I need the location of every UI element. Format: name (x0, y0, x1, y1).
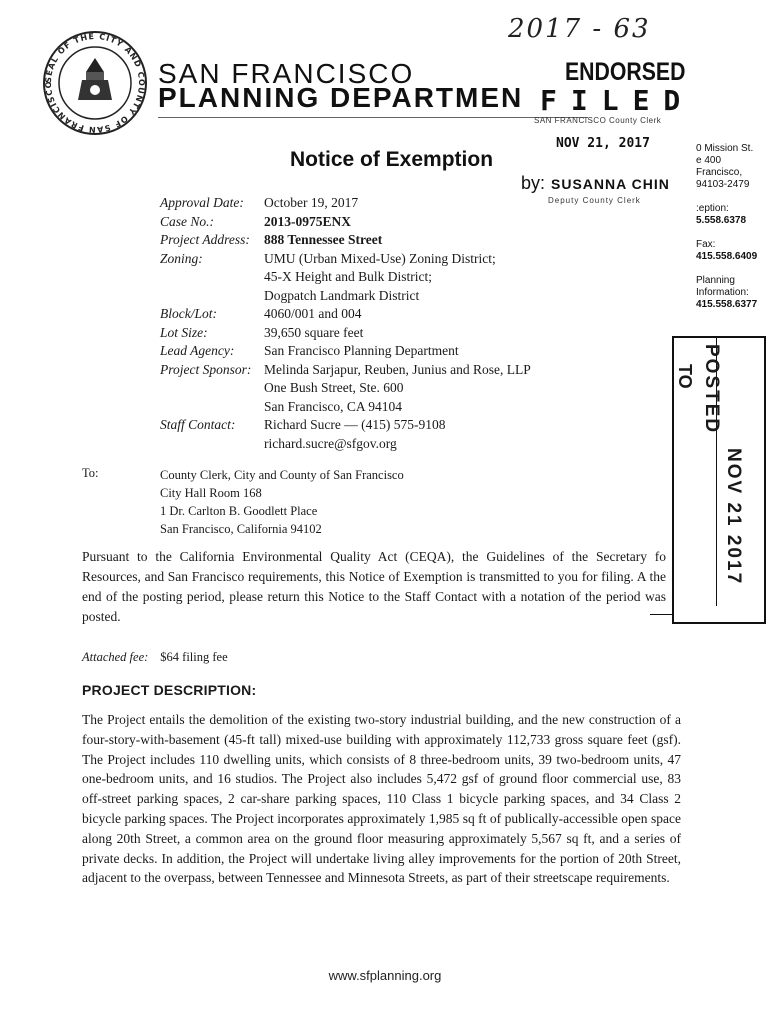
field-approval-date (160, 194, 531, 213)
header-divider (158, 117, 588, 118)
contact-sidebar (696, 143, 768, 317)
to-address (160, 466, 404, 538)
field-lead-agency (160, 342, 531, 361)
stamp-date: NOV 21, 2017 (556, 136, 650, 151)
field-value: 39,650 square feet (264, 324, 364, 340)
field-label: Project Sponsor: (160, 361, 252, 377)
page-title: Notice of Exemption (290, 148, 494, 171)
field-label: Project Address: (160, 232, 250, 247)
sidebar-planning-label-1: Planning (696, 275, 735, 286)
field-value-line[interactable]: richard.sucre@sfgov.org (264, 435, 397, 451)
stamp-by-prefix: by: (521, 173, 546, 193)
field-project-sponsor (160, 361, 531, 417)
field-label: Case No.: (160, 213, 214, 229)
field-label: Staff Contact: (160, 417, 236, 432)
field-label: Approval Date: (160, 195, 244, 210)
attached-fee (82, 650, 228, 665)
field-staff-contact (160, 416, 531, 453)
sidebar-address-1: 0 Mission St. (696, 143, 754, 154)
to-label: To: (82, 466, 99, 480)
project-description-text: The Project entails the demolition of the existing two-story industrial building, and the new construction of a four-story-with-basement (45-ft tall) mixed-use building with approximately 112,733 gross square feet (gsf). The Project includes 110 dwelling units, which consists of 8 three-bedroom units, 39 two-bedroom units, 47 one-bedroom units, and 16 studios. The Project also includes 5,472 gsf of ground floor commercial use, 83 off-street parking spaces, 2 car-share parking spaces, 110 Class 1 bicycle parking spaces, and 34 Class 2 bicycle parking spaces. The Project incorporates approximately 1,985 sq ft of publically-accessible open space along 20th Street, a common area on the ground floor measuring approximately 5,567 sq ft, and a series of private decks. In addition, the Project will undertake living alley improvements for the portion of 20th Street, adjacent to the overpass, between Tennessee and Minnesota Streets, as part of their streetscape requirements. (82, 712, 681, 886)
stamp-by-name: SUSANNA CHIN (551, 176, 670, 192)
department-city: SAN FRANCISCO (158, 58, 415, 89)
field-case-no (160, 213, 531, 232)
field-value-line: Richard Sucre — (415) 575-9108 (264, 417, 446, 432)
field-value-line: Melinda Sarjapur, Reuben, Junius and Rose, LLP (264, 361, 531, 377)
field-label: Lead Agency: (160, 343, 235, 358)
posted-stamp-date: NOV 21 2017 (723, 448, 744, 586)
transmittal-paragraph: Pursuant to the California Environmental Quality Act (CEQA), the Guidelines of the Secretary fo Resources, and San Francisco requirements, this Notice of Exemption is transmitted to you for filing. A the end of the posting period, please return this Notice to the Staff Contact with a notation of the period was posted. (82, 549, 666, 624)
field-label: Lot Size: (160, 324, 208, 340)
field-zoning (160, 250, 531, 306)
field-value-line: One Bush Street, Ste. 600 (264, 380, 404, 395)
field-label: Zoning: (160, 250, 203, 266)
sidebar-fax-label: Fax: (696, 239, 716, 250)
footer-website[interactable]: www.sfplanning.org (328, 968, 442, 983)
city-seal-icon (42, 30, 148, 136)
sidebar-reception-number: 5.558.6378 (696, 215, 747, 226)
field-value-line: UMU (Urban Mixed-Use) Zoning District; (264, 250, 496, 266)
stamp-deputy: Deputy County Clerk (548, 196, 641, 205)
field-value: 4060/001 and 004 (264, 306, 362, 321)
stamp-office: SAN FRANCISCO County Clerk (534, 116, 662, 125)
sidebar-reception-label: :eption: (696, 203, 729, 214)
department-name: PLANNING DEPARTMEN (158, 82, 524, 113)
fee-label: Attached fee: (82, 650, 149, 664)
sidebar-planning-label-2: Information: (696, 287, 749, 298)
fee-value: $64 filing fee (160, 650, 228, 664)
field-value: San Francisco Planning Department (264, 343, 459, 358)
field-value: 2013-0975ENX (264, 213, 351, 229)
to-address-line: 1 Dr. Carlton B. Goodlett Place (160, 504, 318, 518)
field-lot-size (160, 324, 531, 343)
posted-stamp-word: POSTED (701, 344, 722, 435)
to-address-line: County Clerk, City and County of San Francisco (160, 468, 404, 482)
handwritten-file-number: 2017 - 63 (508, 14, 651, 44)
notice-fields (160, 194, 531, 453)
to-address-line: City Hall Room 168 (160, 486, 262, 500)
sidebar-address-2: e 400 (696, 155, 722, 166)
stamp-endorsed: ENDORSED (565, 58, 686, 86)
field-value: 888 Tennessee Street (264, 232, 383, 247)
field-value-line: 45-X Height and Bulk District; (264, 269, 432, 284)
field-project-address (160, 231, 531, 250)
sidebar-planning-number: 415.558.6377 (696, 299, 758, 310)
sidebar-address-4: 94103-2479 (696, 179, 750, 190)
project-description-heading: PROJECT DESCRIPTION: (82, 682, 257, 698)
posted-stamp-to: TO (675, 364, 695, 389)
field-value-line: Dogpatch Landmark District (264, 287, 420, 303)
seal-text: SEAL OF THE CITY AND COUNTY OF SAN FRANCISCO (43, 31, 147, 135)
stamp-filed: FILED (540, 84, 695, 117)
stamp-by-line (521, 173, 670, 194)
field-label: Block/Lot: (160, 306, 217, 321)
to-address-line: San Francisco, California 94102 (160, 522, 322, 536)
field-value: October 19, 2017 (264, 195, 359, 210)
sidebar-fax-number: 415.558.6409 (696, 251, 758, 262)
field-block-lot (160, 305, 531, 324)
sidebar-address-3: Francisco, (696, 167, 743, 178)
field-value-line: San Francisco, CA 94104 (264, 398, 402, 414)
